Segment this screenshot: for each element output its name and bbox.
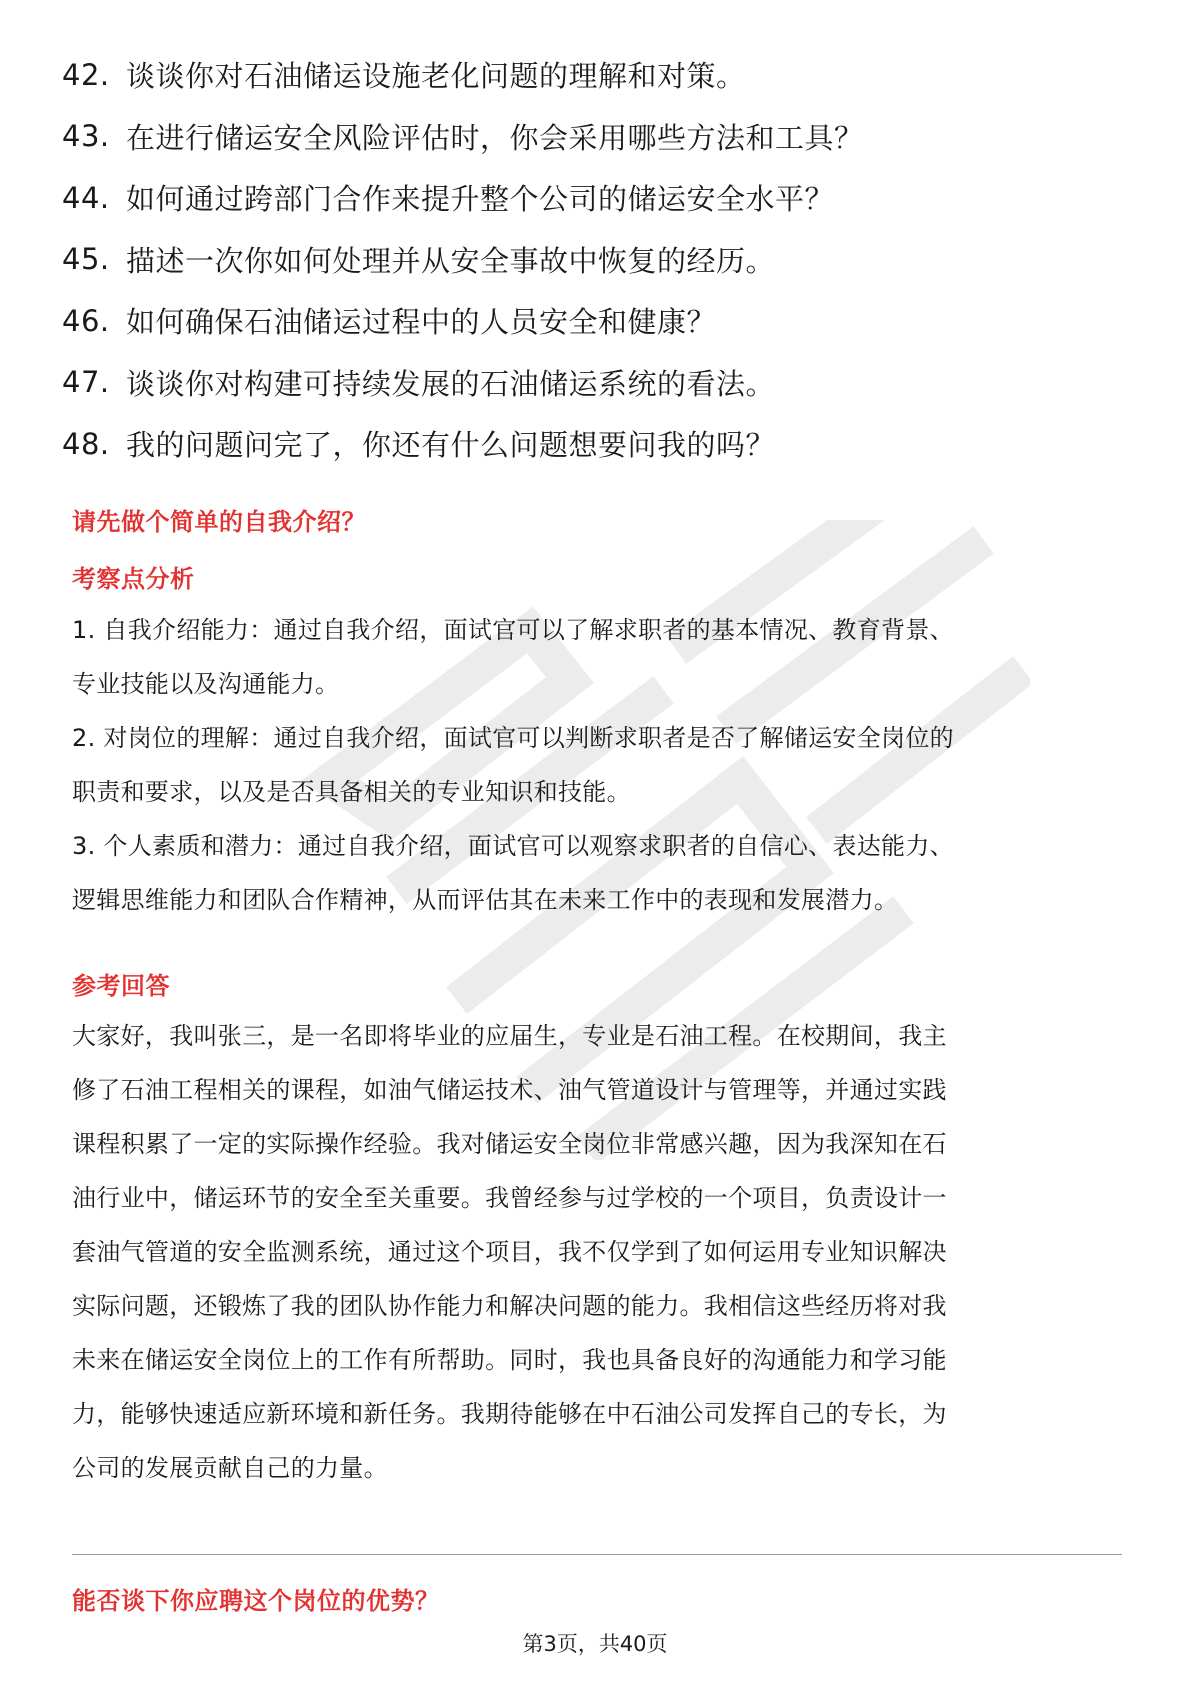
answer-line: 修了石油工程相关的课程，如油气储运技术、油气管道设计与管理等，并通过实践 xyxy=(72,1076,947,1104)
question-text: 如何通过跨部门合作来提升整个公司的储运安全水平？ xyxy=(126,182,835,217)
question-text: 我的问题问完了，你还有什么问题想要问我的吗？ xyxy=(126,428,776,463)
section-question-title: 请先做个简单的自我介绍？ xyxy=(72,508,366,536)
answer-line: 大家好，我叫张三，是一名即将毕业的应届生，专业是石油工程。在校期间，我主 xyxy=(72,1022,947,1050)
question-number: 48. xyxy=(62,426,110,461)
analysis-body xyxy=(72,603,1122,927)
section-divider xyxy=(72,1554,1122,1555)
analysis-line: 1. 自我介绍能力：通过自我介绍，面试官可以了解求职者的基本情况、教育背景、 xyxy=(72,616,954,644)
analysis-line: 2. 对岗位的理解：通过自我介绍，面试官可以判断求职者是否了解储运安全岗位的 xyxy=(72,724,954,752)
answer-line: 公司的发展贡献自己的力量。 xyxy=(72,1454,388,1482)
question-text: 谈谈你对石油储运设施老化问题的理解和对策。 xyxy=(126,59,746,94)
question-text: 在进行储运安全风险评估时，你会采用哪些方法和工具？ xyxy=(126,120,864,155)
analysis-line: 专业技能以及沟通能力。 xyxy=(72,670,340,698)
answer-line: 油行业中，储运环节的安全至关重要。我曾经参与过学校的一个项目，负责设计一 xyxy=(72,1184,947,1212)
analysis-heading: 考察点分析 xyxy=(72,565,195,593)
answer-line: 实际问题，还锻炼了我的团队协作能力和解决问题的能力。我相信这些经历将对我 xyxy=(72,1292,947,1320)
question-item xyxy=(62,413,1142,475)
question-number: 46. xyxy=(62,303,110,338)
answer-line: 力，能够快速适应新环境和新任务。我期待能够在中石油公司发挥自己的专长，为 xyxy=(72,1400,947,1428)
answer-heading: 参考回答 xyxy=(72,972,170,1000)
question-text: 如何确保石油储运过程中的人员安全和健康？ xyxy=(126,305,717,340)
question-number: 43. xyxy=(62,119,110,154)
question-item xyxy=(62,167,1142,229)
question-text: 描述一次你如何处理并从安全事故中恢复的经历。 xyxy=(126,243,776,278)
answer-line: 套油气管道的安全监测系统，通过这个项目，我不仅学到了如何运用专业知识解决 xyxy=(72,1238,947,1266)
question-number: 44. xyxy=(62,180,110,215)
question-item xyxy=(62,352,1142,414)
answer-line: 课程积累了一定的实际操作经验。我对储运安全岗位非常感兴趣，因为我深知在石 xyxy=(72,1130,947,1158)
analysis-line: 逻辑思维能力和团队合作精神，从而评估其在未来工作中的表现和发展潜力。 xyxy=(72,886,899,914)
answer-body xyxy=(72,1009,1122,1495)
page-number: 第3页，共40页 xyxy=(522,1632,668,1656)
question-item xyxy=(62,290,1142,352)
analysis-line: 3. 个人素质和潜力：通过自我介绍，面试官可以观察求职者的自信心、表达能力、 xyxy=(72,832,954,860)
question-item xyxy=(62,106,1142,168)
question-number: 45. xyxy=(62,242,110,277)
question-text: 谈谈你对构建可持续发展的石油储运系统的看法。 xyxy=(126,366,776,401)
question-item xyxy=(62,229,1142,291)
question-list xyxy=(62,44,1142,475)
question-number: 42. xyxy=(62,57,110,92)
question-item xyxy=(62,44,1142,106)
question-number: 47. xyxy=(62,365,110,400)
next-question-title: 能否谈下你应聘这个岗位的优势？ xyxy=(72,1587,440,1615)
answer-line: 未来在储运安全岗位上的工作有所帮助。同时，我也具备良好的沟通能力和学习能 xyxy=(72,1346,947,1374)
analysis-line: 职责和要求，以及是否具备相关的专业知识和技能。 xyxy=(72,778,631,806)
